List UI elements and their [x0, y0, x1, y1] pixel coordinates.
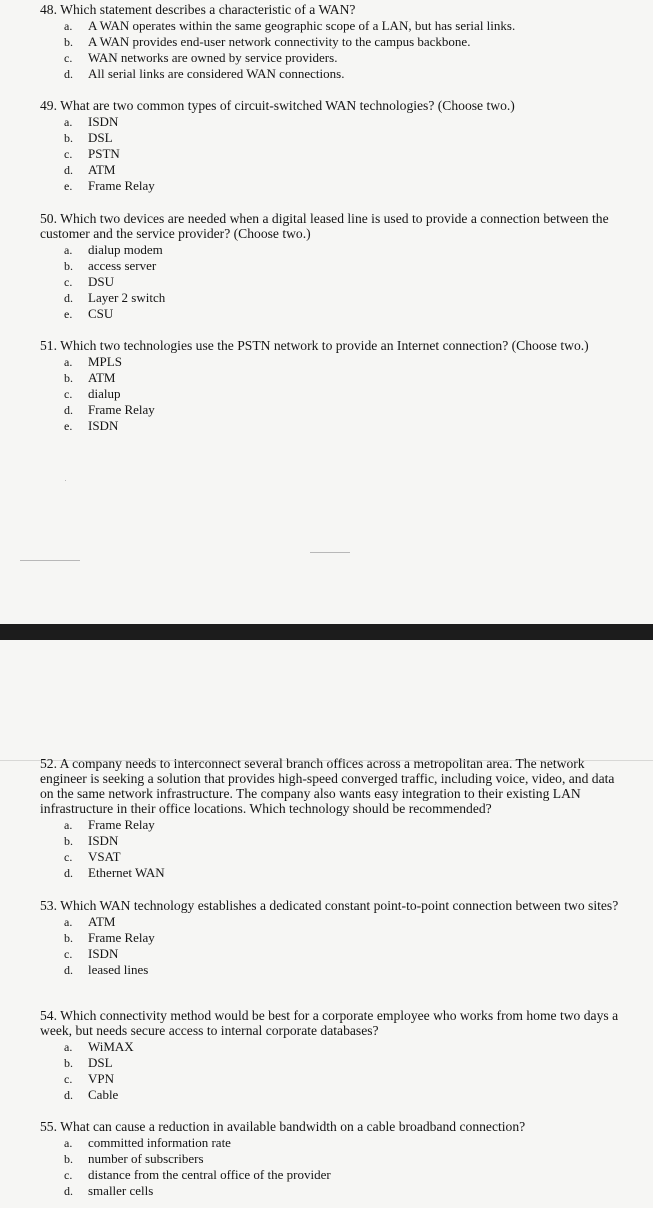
answer-option: b. Frame Relay [64, 930, 155, 945]
answer-option: a. A WAN operates within the same geographic scope of a LAN, but has serial links. [64, 18, 516, 33]
question-text: 51. Which two technologies use the PSTN network to provide an Internet connection? (Choose two.) [40, 338, 589, 353]
answer-option: c. DSU [64, 274, 115, 289]
answer-option: c. distance from the central office of the provider [64, 1167, 331, 1182]
answer-option: d. Layer 2 switch [64, 290, 166, 305]
question-51 [40, 338, 640, 434]
answer-option: e. CSU [64, 306, 114, 321]
question-text: 48. Which statement describes a characteristic of a WAN? [40, 2, 356, 17]
scan-speck [65, 480, 66, 481]
answer-option: c. PSTN [64, 146, 120, 161]
question-text: 53. Which WAN technology establishes a dedicated constant point-to-point connection between two sites? [40, 898, 619, 913]
answer-option: b. access server [64, 258, 157, 273]
scan-speck [20, 560, 80, 561]
question-text: 50. Which two devices are needed when a digital leased line is used to provide a connection between the customer and the service provider? (Choose two.) [40, 211, 609, 241]
question-53 [40, 898, 620, 978]
question-54 [40, 1008, 635, 1103]
answer-option: a. ISDN [64, 114, 119, 129]
answer-option: b. DSL [64, 130, 113, 145]
scan-speck [310, 552, 350, 553]
answer-option: b. A WAN provides end-user network connectivity to the campus backbone. [64, 34, 471, 49]
answer-option: c. WAN networks are owned by service providers. [64, 50, 338, 65]
answer-option: a. committed information rate [64, 1135, 231, 1150]
page-divider [0, 624, 653, 640]
answer-option: e. Frame Relay [64, 178, 155, 193]
question-48 [40, 2, 640, 82]
answer-option: c. VSAT [64, 849, 121, 864]
answer-option: d. smaller cells [64, 1183, 154, 1198]
scanned-page-bottom [0, 640, 653, 1208]
question-text: 54. Which connectivity method would be best for a corporate employee who works from home two days a week, but needs secure access to internal corporate databases? [40, 1008, 619, 1038]
question-text: 55. What can cause a reduction in available bandwidth on a cable broadband connection? [40, 1119, 526, 1134]
answer-option: b. DSL [64, 1055, 113, 1070]
answer-option: b. ATM [64, 370, 116, 385]
question-49 [40, 98, 640, 194]
answer-option: a. MPLS [64, 354, 122, 369]
question-55 [40, 1119, 640, 1199]
answer-option: c. dialup [64, 386, 121, 401]
answer-option: d. All serial links are considered WAN connections. [64, 66, 345, 81]
answer-option: b. number of subscribers [64, 1151, 204, 1166]
answer-option: d. Cable [64, 1087, 119, 1102]
answer-option: a. dialup modem [64, 242, 163, 257]
question-text: 52. A company needs to interconnect several branch offices across a metropolitan area. The network engineer is seeking a solution that provides high-speed converged traffic, including voice, video, and data on the same network infrastructure. The company also wants easy integration to their existing LAN infrastructure in their office locations. Which technology should be recommended? [40, 756, 615, 816]
answer-option: d. leased lines [64, 962, 149, 977]
question-50 [40, 211, 640, 322]
answer-option: c. ISDN [64, 946, 119, 961]
question-52 [40, 756, 630, 881]
answer-option: a. Frame Relay [64, 817, 155, 832]
answer-option: a. ATM [64, 914, 116, 929]
answer-option: d. Frame Relay [64, 402, 155, 417]
answer-option: a. WiMAX [64, 1039, 134, 1054]
answer-option: d. ATM [64, 162, 116, 177]
question-text: 49. What are two common types of circuit-switched WAN technologies? (Choose two.) [40, 98, 515, 113]
answer-option: d. Ethernet WAN [64, 865, 165, 880]
answer-option: b. ISDN [64, 833, 119, 848]
answer-option: e. ISDN [64, 418, 119, 433]
answer-option: c. VPN [64, 1071, 115, 1086]
